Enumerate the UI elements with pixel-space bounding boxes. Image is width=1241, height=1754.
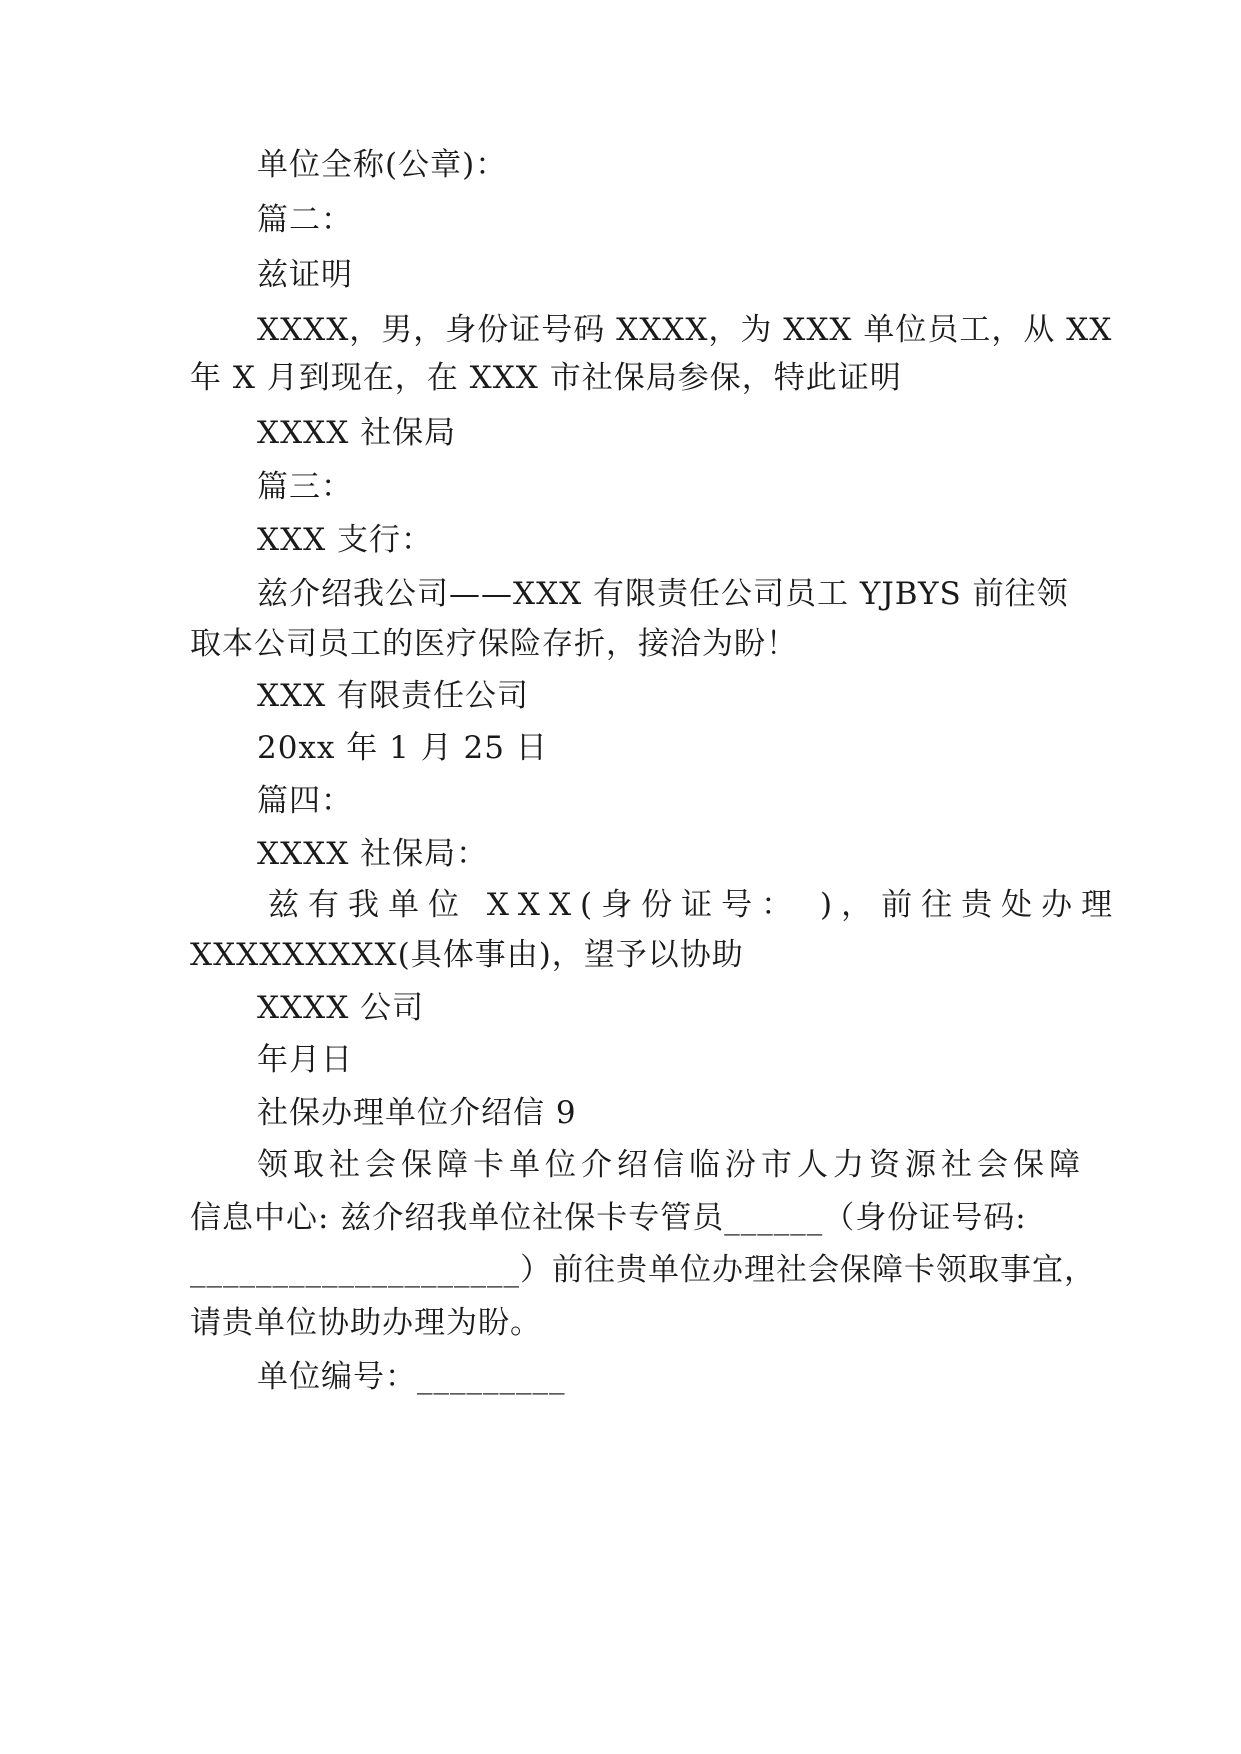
certificate-title: 兹证明: [257, 257, 353, 293]
letter-recipient-bureau: XXXX 社保局：: [257, 836, 489, 872]
letter-4-body-line-1: 兹有我单位 XXX(身份证号： )，前往贵处办理: [268, 887, 1122, 923]
certificate-signature: XXXX 社保局: [257, 415, 457, 451]
certificate-body-line-2: 年 X 月到现在，在 XXX 市社保局参保，特此证明: [190, 360, 902, 396]
card-letter-body-line-2: 信息中心: 兹介绍我单位社保卡专管员______（身份证号码:: [190, 1200, 1027, 1236]
card-letter-body-line-4: 请贵单位协助办理为盼。: [190, 1305, 542, 1341]
certificate-body-line-1: XXXX，男，身份证号码 XXXX，为 XXX 单位员工，从 XX: [257, 312, 1113, 348]
letter-body-line-2: 取本公司员工的医疗保险存折，接洽为盼！: [190, 626, 798, 662]
section-heading-4: 篇四：: [257, 783, 353, 819]
section-heading-9: 社保办理单位介绍信 9: [257, 1095, 577, 1131]
unit-number-field: 单位编号：_________: [257, 1359, 566, 1395]
unit-name-seal-label: 单位全称(公章)：: [257, 147, 508, 183]
card-letter-body-line-1: 领取社会保障卡单位介绍信临汾市人力资源社会保障: [257, 1147, 1085, 1183]
letter-signature-company: XXX 有限责任公司: [257, 678, 530, 714]
letter-body-line-1: 兹介绍我公司——XXX 有限责任公司员工 YJBYS 前往领: [257, 576, 1069, 612]
card-letter-body-line-3: ____________________）前往贵单位办理社会保障卡领取事宜，: [190, 1252, 1096, 1288]
letter-recipient-bank: XXX 支行：: [257, 522, 434, 558]
section-heading-3: 篇三：: [257, 469, 353, 505]
section-heading-2: 篇二：: [257, 202, 353, 238]
letter-4-signature: XXXX 公司: [257, 990, 425, 1026]
letter-date: 20xx 年 1 月 25 日: [257, 730, 548, 766]
letter-4-date: 年月日: [257, 1042, 353, 1078]
letter-4-body-line-2: XXXXXXXXX(具体事由)，望予以协助: [190, 937, 744, 973]
